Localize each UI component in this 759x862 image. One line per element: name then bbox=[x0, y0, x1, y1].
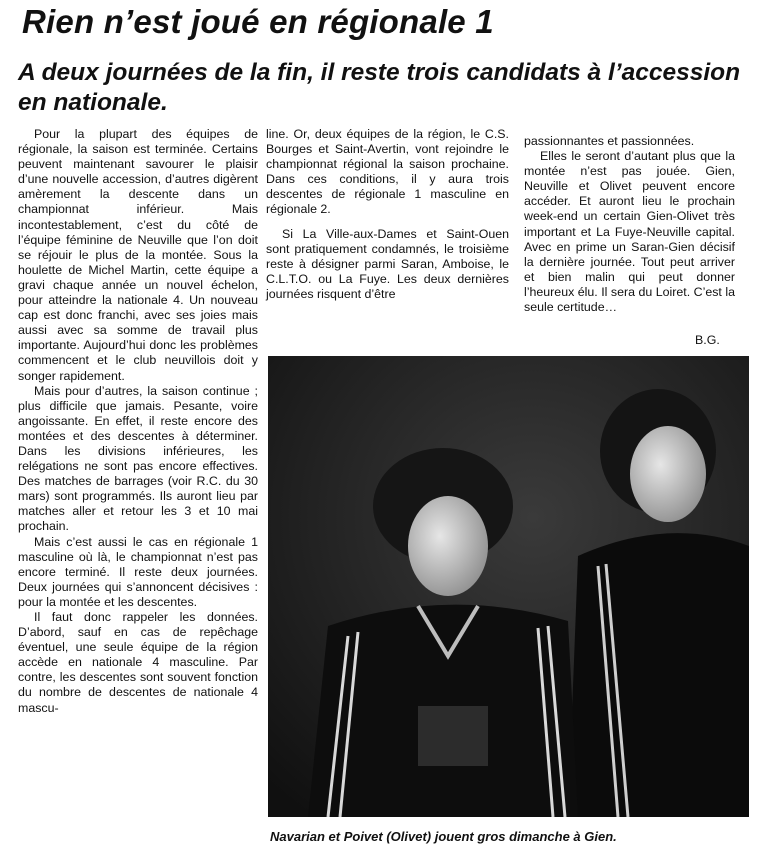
article-column-2 bbox=[266, 127, 509, 302]
paragraph: Si La Ville-aux-Dames et Saint-Ouen sont pratiquement condamnés, le troisième reste à désigner parmi Saran, Amboise, le C.L.T.O. ou La Fuye. Les deux dernières journées risquent d’être bbox=[266, 226, 509, 301]
paragraph: Mais pour d’autres, la saison continue ; plus difficile que jamais. Pesante, voire angoissante. En effet, il reste encore des montées et des descentes à déterminer. Dans les divisions inférieures, les relégations ne sont pas encore effectives. Des matches de barrages (voir R.C. du 30 mars) sont programmés. Ils auront lieu par matches aller et retour les 3 et 10 mai prochain. bbox=[18, 383, 258, 534]
author-signature: B.G. bbox=[695, 333, 720, 347]
paragraph: Elles le seront d’autant plus que la montée n’est pas jouée. Gien, Neuville et Olivet peuvent encore accéder. Et auront lieu le prochain week-end un certain Gien-Olivet très important et La Fuye-Neuville capital. Avec en prime un Saran-Gien décisif la dernière journée. Tout peut arriver et bien malin qui peut donner l’heureux élu. Il sera du Loiret. C’est la seule certitude… bbox=[524, 149, 735, 315]
photo-players bbox=[268, 356, 749, 817]
article-column-3 bbox=[524, 134, 735, 315]
paragraph: Pour la plupart des équipes de régionale, la saison est terminée. Certains peuvent maintenant savourer le plaisir d’une nouvelle accession, d’autres digèrent amèrement la descente dans un championnat inférieur. Mais incontestablement, c’est du côté de l’équipe féminine de Neuville que l’on doit se réjouir le plus de la montée. Sous la houlette de Michel Martin, cette équipe a gravi chaque année un nouvel échelon, pour atteindre la nationale 4. Un nouveau cap est donc franchi, avec ses joies mais aussi avec sa somme de travail plus importante. Aujourd’hui donc les problèmes commencent et le club neuvillois doit y songer rapidement. bbox=[18, 127, 258, 383]
paragraph: Il faut donc rappeler les données. D’abord, sauf en cas de repêchage éventuel, une seule équipe de la région accède en nationale 4 masculine. Par contre, les descentes sont souvent fonction du nombre de descentes de nationale 4 mascu- bbox=[18, 610, 258, 715]
paragraph: passionnantes et passionnées. bbox=[524, 134, 695, 148]
paragraph: Mais c’est aussi le cas en régionale 1 masculine où là, le championnat n’est pas encore terminé. Il reste deux journées. Deux journées qui s’annoncent décisives : pour la montée et les descentes. bbox=[18, 534, 258, 609]
headline: Rien n’est joué en régionale 1 bbox=[22, 3, 494, 40]
article-column-1 bbox=[18, 127, 258, 716]
subtitle: A deux journées de la fin, il reste trois candidats à l’accession en nationale. bbox=[18, 59, 741, 116]
paragraph: line. Or, deux équipes de la région, le C.S. Bourges et Saint-Avertin, vont rejoindre le championnat régional la saison prochaine. Dans ces conditions, il y aura trois descentes de régionale 1 masculine en régionale 2. bbox=[266, 127, 509, 217]
photo-caption: Navarian et Poivet (Olivet) jouent gros dimanche à Gien. bbox=[270, 829, 617, 844]
